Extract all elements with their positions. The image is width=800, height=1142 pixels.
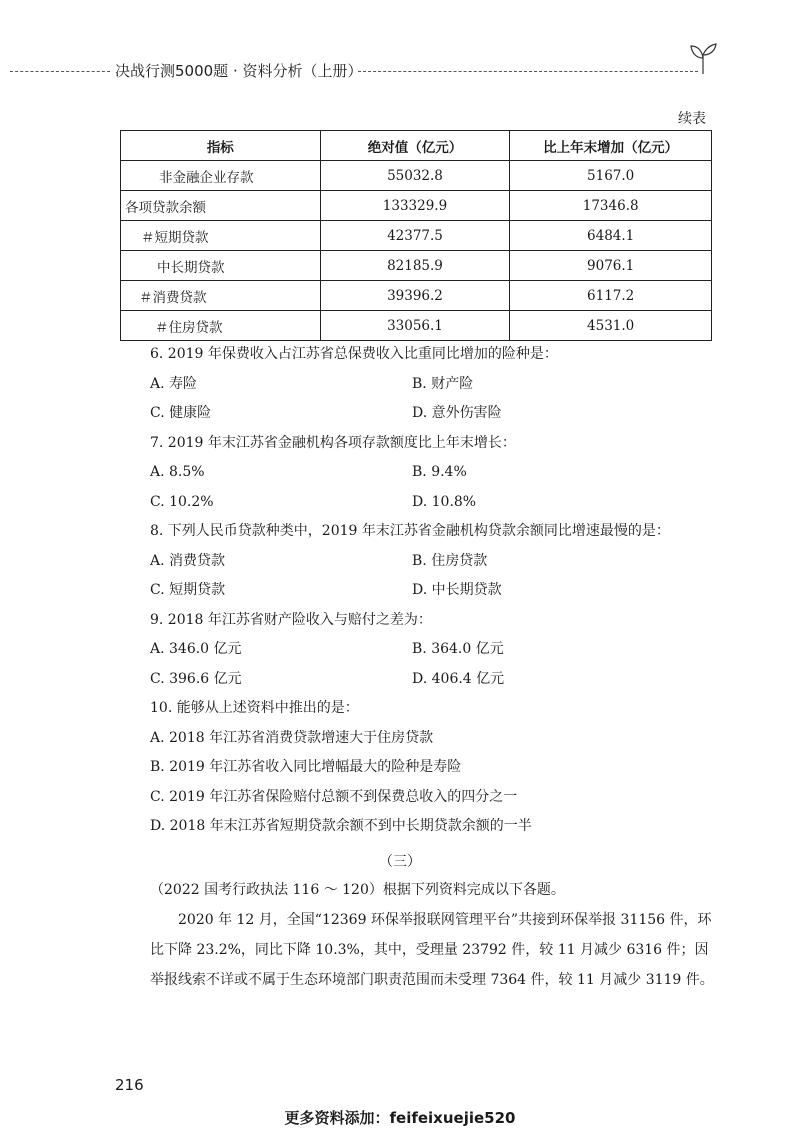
option: D. 2018 年末江苏省短期贷款余额不到中长期贷款余额的一半	[150, 818, 532, 834]
running-header	[0, 58, 800, 88]
question-stem: 10. 能够从上述资料中推出的是：	[150, 700, 359, 716]
question-stem: 9. 2018 年江苏省财产险收入与赔付之差为：	[150, 611, 432, 628]
option: D. 中长期贷款	[412, 582, 502, 598]
option: C. 短期贷款	[150, 582, 226, 598]
row-value: 42377.5	[320, 221, 510, 251]
header-rule-right	[358, 71, 698, 72]
table-row	[121, 191, 712, 221]
header-rule-left	[10, 71, 110, 72]
table-row	[121, 161, 712, 191]
source-text: （2022 国考行政执法 116 ～ 120）根据下列资料完成以下各题。	[150, 882, 565, 898]
row-increase: 5167.0	[510, 161, 712, 191]
option: A. 2018 年江苏省消费贷款增速大于住房贷款	[150, 729, 434, 746]
row-increase: 9076.1	[510, 251, 712, 281]
option: B. 住房贷款	[412, 552, 488, 569]
table-header-row	[121, 131, 712, 161]
option: C. 2019 年江苏省保险赔付总额不到保费总收入的四分之一	[150, 788, 518, 805]
column-header: 指标	[121, 131, 321, 161]
sprout-icon	[688, 40, 718, 74]
option: B. 2019 年江苏省收入同比增幅最大的险种是寿险	[150, 759, 462, 775]
row-name: 各项贷款余额	[121, 191, 321, 221]
paragraph-text: 2020 年 12 月，全国“12369 环保举报联网管理平台”共接到环保举报 31156 件，环比下降 23.2%，同比下降 10.3%，其中，受理量 23792 件，较 11 月减少 6316 件；因举报线索不详或不属于生态环境部门职责范围而未受理 7364 件，较 11 月减少 3119 件。	[150, 912, 714, 988]
material-paragraph	[150, 905, 716, 995]
column-header: 绝对值（亿元）	[320, 131, 510, 161]
section-heading: （三）	[379, 854, 421, 870]
row-value: 33056.1	[320, 311, 510, 341]
option: C. 10.2%	[150, 493, 214, 510]
row-name: ＃消费贷款	[121, 281, 321, 311]
option: A. 寿险	[150, 375, 198, 392]
row-name: 中长期贷款	[121, 251, 321, 281]
row-value: 82185.9	[320, 251, 510, 281]
option: A. 8.5%	[150, 464, 205, 480]
question-stem: 8. 下列人民币贷款种类中，2019 年末江苏省金融机构贷款余额同比增速最慢的是：	[150, 523, 670, 539]
row-name: ＃短期贷款	[121, 221, 321, 251]
option: A. 消费贷款	[150, 552, 226, 569]
data-table	[120, 130, 712, 341]
table-row	[121, 251, 712, 281]
option: D. 意外伤害险	[412, 405, 502, 421]
option: D. 406.4 亿元	[412, 670, 505, 687]
row-increase: 6117.2	[510, 281, 712, 311]
question-list	[150, 340, 750, 842]
option: C. 健康险	[150, 405, 212, 421]
row-value: 133329.9	[320, 191, 510, 221]
option: C. 396.6 亿元	[150, 670, 242, 687]
row-value: 55032.8	[320, 161, 510, 191]
question-stem: 7. 2019 年末江苏省金融机构各项存款额度比上年末增长：	[150, 434, 516, 451]
question-stem: 6. 2019 年保费收入占江苏省总保费收入比重同比增加的险种是：	[150, 346, 558, 362]
footer-note: 更多资料添加：feifeixuejie520	[284, 1109, 516, 1127]
row-increase: 6484.1	[510, 221, 712, 251]
row-increase: 17346.8	[510, 191, 712, 221]
continued-table-label: 续表	[678, 111, 706, 127]
row-name: ＃住房贷款	[121, 311, 321, 341]
column-header: 比上年末增加（亿元）	[510, 131, 712, 161]
table-row	[121, 221, 712, 251]
source-note	[150, 875, 716, 905]
table-row	[121, 311, 712, 341]
page-number: 216	[115, 1076, 144, 1094]
option: B. 财产险	[412, 375, 474, 392]
option: A. 346.0 亿元	[150, 641, 242, 657]
row-name: 非金融企业存款	[121, 161, 321, 191]
row-value: 39396.2	[320, 281, 510, 311]
table-row	[121, 281, 712, 311]
option: B. 364.0 亿元	[412, 641, 504, 657]
option: D. 10.8%	[412, 493, 477, 510]
row-increase: 4531.0	[510, 311, 712, 341]
option: B. 9.4%	[412, 464, 467, 480]
book-title: 决战行测5000题 · 资料分析（上册）	[115, 62, 363, 80]
